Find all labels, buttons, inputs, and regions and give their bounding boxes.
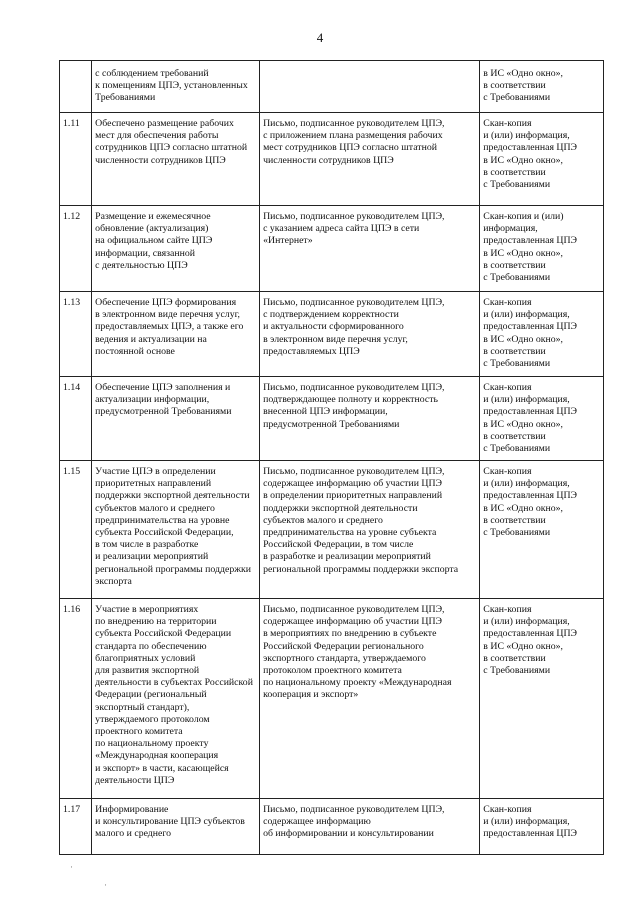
form-cell: Скан-копия и (или) информация, предоставленная ЦПЭ в ИС «Одно окно», в соответствии с Требованиями xyxy=(480,206,604,292)
row-number: 1.13 xyxy=(60,292,92,377)
table-row xyxy=(60,799,604,855)
row-number: 1.14 xyxy=(60,377,92,461)
table-row xyxy=(60,599,604,799)
row-number: 1.12 xyxy=(60,206,92,292)
action-cell: Обеспечение ЦПЭ формирования в электронном виде перечня услуг, предоставляемых ЦПЭ, а также его ведения и актуализации на постоянной основе xyxy=(92,292,260,377)
row-number xyxy=(60,61,92,113)
scan-speck: · xyxy=(70,862,73,872)
document-cell: Письмо, подписанное руководителем ЦПЭ, с приложением плана размещения рабочих мест сотрудников ЦПЭ согласно штатной численности сотрудников ЦПЭ xyxy=(260,113,480,206)
document-cell: Письмо, подписанное руководителем ЦПЭ, содержащее информацию об участии ЦПЭ в мероприятиях по внедрению в субъекте Российской Федерации регионального экспортного стандарта, утверждаемого протоколом проектного комитета по национальному проекту «Международная кооперация и экспорт» xyxy=(260,599,480,799)
action-cell: Участие в мероприятиях по внедрению на территории субъекта Российской Федерации стандарта по обеспечению благоприятных условий для развития экспортной деятельности в субъектах Российской Федерации (региональный экспортный стандарт), утверждаемого протоколом проектного комитета по национальному проекту «Международная кооперация и экспорт» в части, касающейся деятельности ЦПЭ xyxy=(92,599,260,799)
document-cell: Письмо, подписанное руководителем ЦПЭ, с указанием адреса сайта ЦПЭ в сети «Интернет» xyxy=(260,206,480,292)
form-cell: Скан-копия и (или) информация, предоставленная ЦПЭ в ИС «Одно окно», в соответствии с Требованиями xyxy=(480,113,604,206)
document-cell: Письмо, подписанное руководителем ЦПЭ, с подтверждением корректности и актуальности сформированного в электронном виде перечня услуг, предоставляемых ЦПЭ xyxy=(260,292,480,377)
table-row xyxy=(60,113,604,206)
scan-speck: · xyxy=(104,880,107,890)
document-cell: Письмо, подписанное руководителем ЦПЭ, содержащее информацию об участии ЦПЭ в определении приоритетных направлений поддержки экспортной деятельности субъектов малого и среднего предпринимательства на уровне субъекта Российской Федерации, в том числе в разработке и реализации мероприятий региональной программы поддержки экспорта xyxy=(260,461,480,599)
form-cell: Скан-копия и (или) информация, предоставленная ЦПЭ в ИС «Одно окно», в соответствии с Требованиями xyxy=(480,292,604,377)
row-number: 1.11 xyxy=(60,113,92,206)
page-number: 4 xyxy=(316,30,324,45)
action-cell: Обеспечено размещение рабочих мест для обеспечения работы сотрудников ЦПЭ согласно штатной численности сотрудников ЦПЭ xyxy=(92,113,260,206)
table-row xyxy=(60,206,604,292)
row-number: 1.15 xyxy=(60,461,92,599)
action-cell: Участие ЦПЭ в определении приоритетных направлений поддержки экспортной деятельности субъектов малого и среднего предпринимательства на уровне субъекта Российской Федерации, в том числе в разработке и реализации мероприятий региональной программы поддержки экспорта xyxy=(92,461,260,599)
row-number: 1.16 xyxy=(60,599,92,799)
form-cell: в ИС «Одно окно», в соответствии с Требованиями xyxy=(480,61,604,113)
document-cell xyxy=(260,61,480,113)
requirements-table xyxy=(59,60,604,855)
table-row xyxy=(60,377,604,461)
form-cell: Скан-копия и (или) информация, предоставленная ЦПЭ xyxy=(480,799,604,855)
table-row xyxy=(60,461,604,599)
action-cell: Обеспечение ЦПЭ заполнения и актуализации информации, предусмотренной Требованиями xyxy=(92,377,260,461)
form-cell: Скан-копия и (или) информация, предоставленная ЦПЭ в ИС «Одно окно», в соответствии с Требованиями xyxy=(480,461,604,599)
action-cell: с соблюдением требований к помещениям ЦПЭ, установленных Требованиями xyxy=(92,61,260,113)
document-cell: Письмо, подписанное руководителем ЦПЭ, содержащее информацию об информировании и консультировании xyxy=(260,799,480,855)
document-cell: Письмо, подписанное руководителем ЦПЭ, подтверждающее полноту и корректность внесенной ЦПЭ информации, предусмотренной Требованиями xyxy=(260,377,480,461)
table-row xyxy=(60,292,604,377)
form-cell: Скан-копия и (или) информация, предоставленная ЦПЭ в ИС «Одно окно», в соответствии с Требованиями xyxy=(480,599,604,799)
action-cell: Информирование и консультирование ЦПЭ субъектов малого и среднего xyxy=(92,799,260,855)
table-row xyxy=(60,61,604,113)
row-number: 1.17 xyxy=(60,799,92,855)
form-cell: Скан-копия и (или) информация, предоставленная ЦПЭ в ИС «Одно окно», в соответствии с Требованиями xyxy=(480,377,604,461)
action-cell: Размещение и ежемесячное обновление (актуализация) на официальном сайте ЦПЭ информации, связанной с деятельностью ЦПЭ xyxy=(92,206,260,292)
